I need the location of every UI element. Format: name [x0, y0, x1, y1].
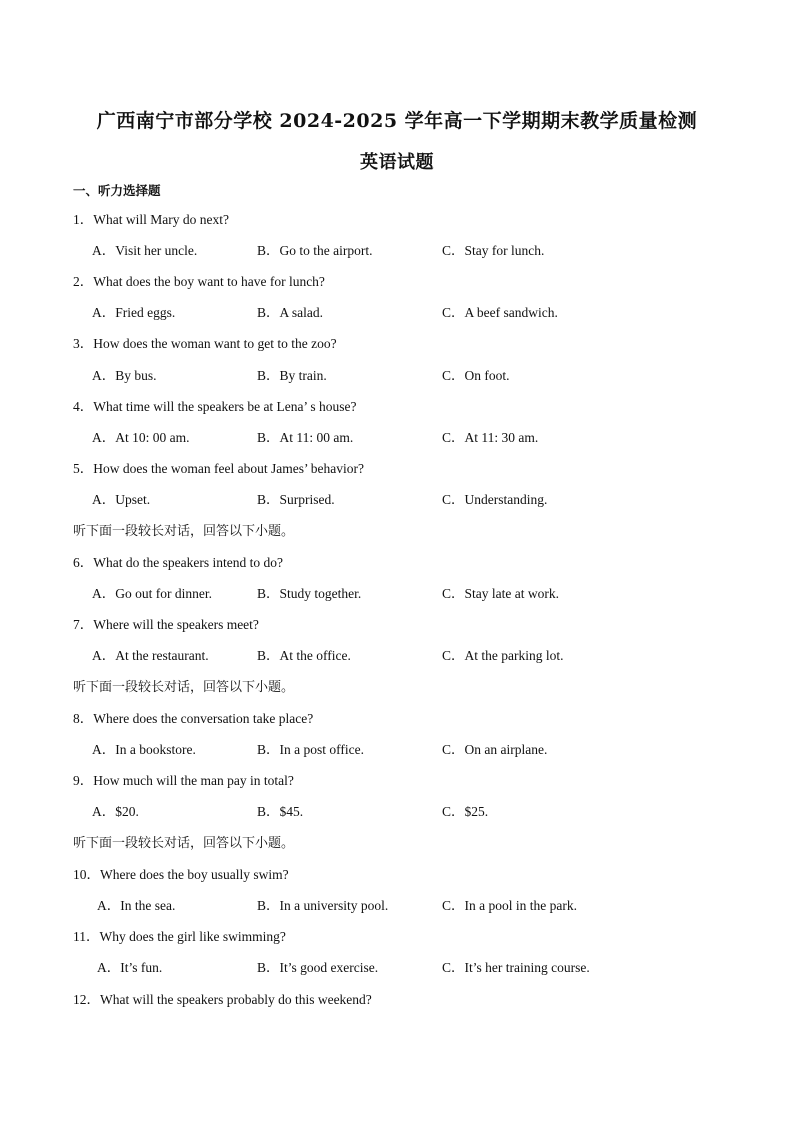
question-4-option-a: A．At 10: 00 am. — [92, 430, 190, 445]
question-11: 11．Why does the girl like swimming? — [73, 929, 286, 944]
question-6-option-b: B．Study together. — [257, 586, 362, 601]
question-3: 3．How does the woman want to get to the zoo? — [73, 336, 337, 351]
question-10: 10．Where does the boy usually swim? — [73, 867, 289, 882]
question-9-option-c: C．$25. — [442, 804, 489, 819]
question-9-option-a: A．$20. — [92, 804, 139, 819]
question-12: 12．What will the speakers probably do this weekend? — [73, 992, 372, 1007]
question-7-option-a: A．At the restaurant. — [92, 648, 209, 663]
question-8: 8．Where does the conversation take place? — [73, 711, 314, 726]
question-10-option-b: B．In a university pool. — [257, 898, 389, 913]
question-4-option-b: B．At 11: 00 am. — [257, 430, 354, 445]
question-1: 1．What will Mary do next? — [73, 212, 229, 227]
question-4-option-c: C．At 11: 30 am. — [442, 430, 539, 445]
question-6: 6．What do the speakers intend to do? — [73, 555, 283, 570]
question-4: 4．What time will the speakers be at Lena’ s house? — [73, 399, 357, 414]
question-5-option-c: C．Understanding. — [442, 492, 548, 507]
question-3-option-b: B．By train. — [257, 368, 327, 383]
question-1-option-c: C．Stay for lunch. — [442, 243, 545, 258]
question-8-option-c: C．On an airplane. — [442, 742, 548, 757]
long-dialogue-note-1: 听下面一段较长对话，回答以下小题。 — [73, 524, 295, 539]
question-7: 7．Where will the speakers meet? — [73, 617, 259, 632]
question-7-option-c: C．At the parking lot. — [442, 648, 564, 663]
question-6-option-c: C．Stay late at work. — [442, 586, 559, 601]
question-8-option-b: B．In a post office. — [257, 742, 364, 757]
question-2: 2．What does the boy want to have for lunch? — [73, 274, 325, 289]
exam-title: 广西南宁市部分学校 2024-2025 学年高一下学期期末教学质量检测 — [96, 110, 698, 132]
question-6-option-a: A．Go out for dinner. — [92, 586, 212, 601]
question-1-option-a: A．Visit her uncle. — [92, 243, 198, 258]
question-10-option-a: A．In the sea. — [97, 898, 176, 913]
section-heading: 一、听力选择题 — [73, 183, 161, 198]
long-dialogue-note-2: 听下面一段较长对话，回答以下小题。 — [73, 680, 295, 695]
question-1-option-b: B．Go to the airport. — [257, 243, 373, 258]
question-8-option-a: A．In a bookstore. — [92, 742, 196, 757]
question-2-option-a: A．Fried eggs. — [92, 305, 176, 320]
question-7-option-b: B．At the office. — [257, 648, 351, 663]
question-5-option-b: B．Surprised. — [257, 492, 335, 507]
question-5: 5．How does the woman feel about James’ behavior? — [73, 461, 365, 476]
question-11-option-b: B．It’s good exercise. — [257, 960, 379, 975]
question-11-option-c: C．It’s her training course. — [442, 960, 590, 975]
question-2-option-c: C．A beef sandwich. — [442, 305, 558, 320]
question-9: 9．How much will the man pay in total? — [73, 773, 294, 788]
long-dialogue-note-3: 听下面一段较长对话，回答以下小题。 — [73, 836, 295, 851]
question-3-option-a: A．By bus. — [92, 368, 157, 383]
question-3-option-c: C．On foot. — [442, 368, 510, 383]
question-9-option-b: B．$45. — [257, 804, 304, 819]
question-2-option-b: B．A salad. — [257, 305, 323, 320]
question-10-option-c: C．In a pool in the park. — [442, 898, 577, 913]
question-11-option-a: A．It’s fun. — [97, 960, 163, 975]
question-5-option-a: A．Upset. — [92, 492, 151, 507]
exam-subtitle: 英语试题 — [360, 152, 434, 173]
